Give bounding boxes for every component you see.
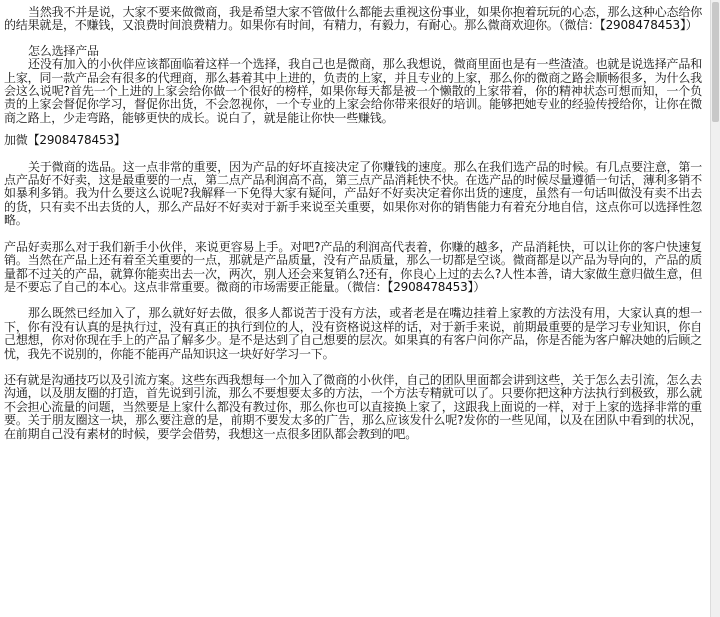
scrollbar-thumb[interactable] <box>712 2 719 122</box>
paragraph-learning: 那么既然已经加入了，那么就好好去做，很多人都说苦于没有方法，或者老是在嘴边挂着上家教的方法没有用，大家认真的想一下，你有没有认真的是执行过，没有真正的执行到位的人，没有资格说这样的话，对于新手来说，前期最重要的是学习专业知识，你自己想想，你对你现在手上的产品了解多少。是不是达到了自己想要的层次。如果真的有客户问你产品，你是否能为客户解决她的后顾之忧，我先不说别的，你能不能再产品知识这一块好好学习一下。 <box>4 306 702 361</box>
paragraph-product-selection: 关于微商的选品。这一点非常的重要，因为产品的好坏直接决定了你赚钱的速度。那么在我们选产品的时候。有几点要注意，第一点产品好不好卖，这是最重要的一点，第二点产品利润高不高，第三点产品消耗快不快。在选产品的时候尽量遵循一句话，薄利多销不如暴利多销。我为什么要这么说呢?我解释一下免得大家有疑问，产品好不好卖决定着你出货的速度，虽然有一句话叫做没有卖不出去的货，只有卖不出去货的人，那么产品好不好卖对于新手来说至关重要，如果你对你的销售能力有着充分地自信，这点你可以选择性忽略。 <box>4 159 702 228</box>
vertical-scrollbar[interactable] <box>710 0 720 617</box>
paragraph-intro: 当然我不并是说，大家不要来做微商，我是希望大家不管做什么都能去重视这份事业，如果你抱着玩玩的心态，那么这种心态给你的结果就是，不赚钱，又浪费时间浪费精力。如果你有时间，有精力，有毅力，有耐心。那么微商欢迎你。（微信：【2908478453】） <box>4 5 702 33</box>
paragraph-choose-product: 还没有加入的小伙伴应该都面临着这样一个选择，我自己也是微商，那么我想说，微商里面也是有一些渣渣。也就是说选择产品和上家，同一款产品会有很多的代理商，那么碁着其中上进的，负责的上家，并且专业的上家，那么你的微商之路会顺畅很多，为什么我会这么说呢?首先一个上进的上家会给你做一个很好的榜样，如果你每天都是被一个懒散的上家带着，你的精神状态可想而知，一个负责的上家会督促你学习，督促你出货，不会忽视你，一个专业的上家会给你带来很好的培训。能够把她专业的经验传授给你，让你在微商之路上，少走弯路，能够更快的成长。说白了，就是能让你快一些赚钱。 <box>4 57 702 125</box>
paragraph-product-quality: 产品好卖那么对于我们新手小伙伴，来说更容易上手。对吧?产品的利润高代表着，你赚的越多，产品消耗快，可以让你的客户快速复销。当然在产品上还有着至关重要的一点，那就是产品质量，没有产品质量，那么一切都是空谈。微商都是以产品为导向的，产品的质量都不过关的产品，就算你能卖出去一次，两次，别人还会来复销么?还有，你良心上过的去么?人性本善，请大家做生意归做生意，但是不要忘了自己的本心。这点非常重要。微商的市场需要正能量。（微信：【2908478453】） <box>4 239 702 294</box>
section-title-choose-product: 怎么选择产品 <box>28 43 99 58</box>
paragraph-traffic-methods: 还有就是沟通技巧以及引流方案。这些东西我想每一个加入了微商的小伙伴，自己的团队里面都会讲到这些，关于怎么去引流，怎么去沟通，以及朋友圈的打造，首先说到引流，那么不要想要太多的方法，一个方法专精就可以了。只要你把这种方法执行到极致，那么就不会担心流量的问题，当然要是上家什么都没有教过你，那么你也可以直接换上家了，这跟我上面说的一样，对于上家的选择非常的重要。关于朋友圈这一块，那么要注意的是，前期不要发太多的广告，那么应该发什么呢?发你的一些见闻，以及在团队中看到的状况，在前期自己没有素材的时候，要学会借势，我想这一点很多团队都会教到的吧。 <box>4 372 702 441</box>
paragraph-wechat-contact: 加微【2908478453】 <box>4 133 126 148</box>
